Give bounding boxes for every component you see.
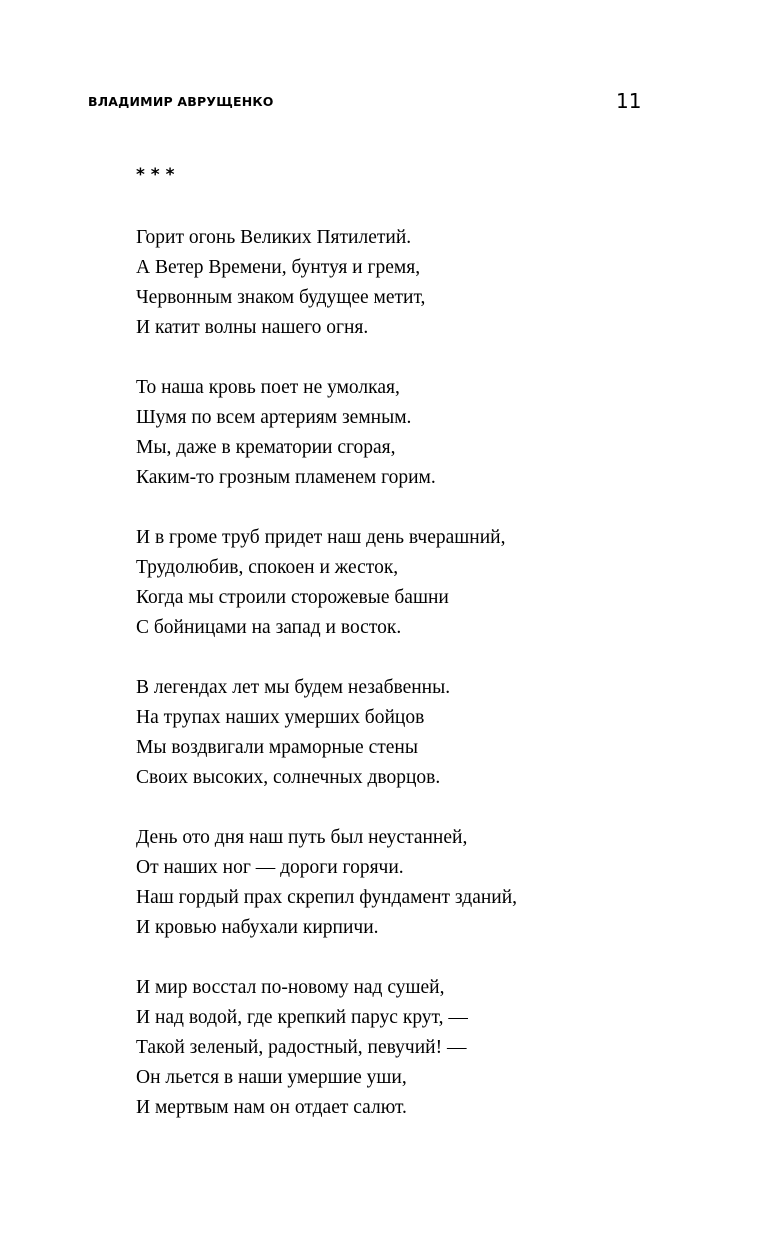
stanza-3: [136, 523, 636, 643]
poem-line: Он льется в наши умершие уши,: [136, 1067, 407, 1088]
poem-line: И катит волны нашего огня.: [136, 317, 369, 338]
stanza-separator: * * *: [136, 165, 175, 185]
poem-line: Каким-то грозным пламенем горим.: [136, 467, 436, 488]
poem-line: Горит огонь Великих Пятилетий.: [136, 227, 412, 248]
poem-line: Мы воздвигали мраморные стены: [136, 737, 418, 758]
poem-line: И мертвым нам он отдает салют.: [136, 1097, 407, 1118]
poem-line: Червонным знаком будущее метит,: [136, 287, 426, 308]
stanza-4: [136, 673, 636, 793]
poem-line: То наша кровь поет не умолкая,: [136, 377, 400, 398]
stanza-6: [136, 973, 636, 1123]
stanza-2: [136, 373, 636, 493]
poem-line: И мир восстал по-новому над сушей,: [136, 977, 445, 998]
poem-line: Наш гордый прах скрепил фундамент зданий,: [136, 887, 518, 908]
poem-line: В легендах лет мы будем незабвенны.: [136, 677, 451, 698]
poem-line: День ото дня наш путь был неустанней,: [136, 827, 468, 848]
poem-line: И кровью набухали кирпичи.: [136, 917, 379, 938]
poem-line: Шумя по всем артериям земным.: [136, 407, 412, 428]
stanza-1: [136, 223, 636, 343]
stanza-5: [136, 823, 636, 943]
poem-line: С бойницами на запад и восток.: [136, 617, 402, 638]
poem-line: Мы, даже в крематории сгорая,: [136, 437, 396, 458]
poem-line: И в громе труб придет наш день вчерашний,: [136, 527, 506, 548]
poem: [136, 160, 636, 1123]
page-number: 11: [616, 89, 642, 113]
poem-line: На трупах наших умерших бойцов: [136, 707, 425, 728]
poem-line: А Ветер Времени, бунтуя и гремя,: [136, 257, 421, 278]
poem-line: И над водой, где крепкий парус крут, —: [136, 1007, 468, 1028]
poem-line: От наших ног — дороги горячи.: [136, 857, 404, 878]
poem-line: Своих высоких, солнечных дворцов.: [136, 767, 441, 788]
poem-line: Трудолюбив, спокоен и жесток,: [136, 557, 399, 578]
running-head-author: ВЛАДИМИР АВРУЩЕНКО: [88, 94, 274, 109]
poem-line: Такой зеленый, радостный, певучий! —: [136, 1037, 467, 1058]
poem-line: Когда мы строили сторожевые башни: [136, 587, 449, 608]
